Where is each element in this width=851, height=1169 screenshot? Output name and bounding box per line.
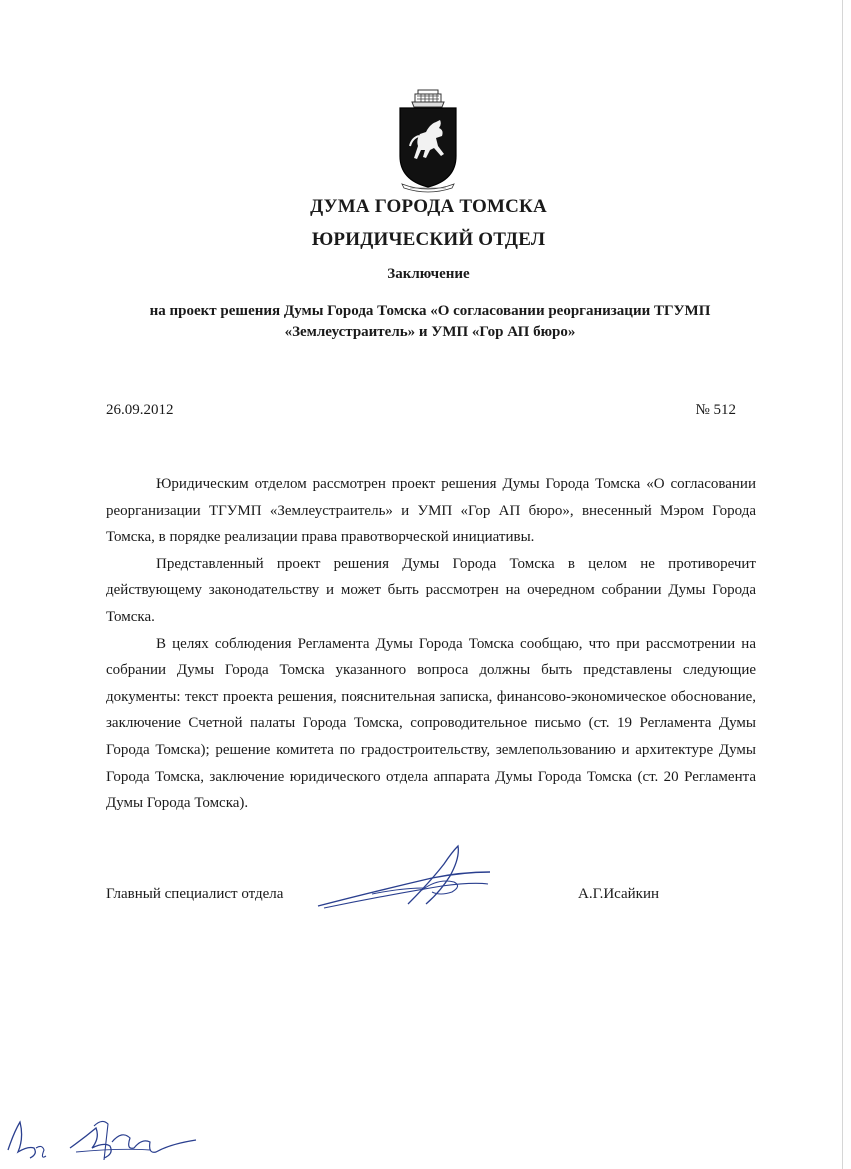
body-paragraph: Юридическим отделом рассмотрен проект решения Думы Города Томска «О согласовании реорганизации ТГУМП «Землеустраитель» и УМП «Гор АП бюро», внесенный Мэром Города Томска, в порядке реализации права правотворческой инициативы. — [106, 476, 756, 546]
page-edge — [842, 0, 843, 1169]
document-body — [106, 471, 756, 817]
signatory-name: А.Г.Исайкин — [578, 886, 660, 902]
body-paragraph: В целях соблюдения Регламента Думы Города Томска сообщаю, что при рассмотрении на собрании Думы Города Томска указанного вопроса должны быть представлены следующие документы: текст проекта решения, пояснительная записка, финансово-экономическое обоснование, заключение Счетной палаты Города Томска, сопроводительное письмо (ст. 19 Регламента Думы Города Томска); решение комитета по градостроительству, землепользованию и архитектуре Думы Города Томска, заключение юридического отдела аппарата Думы Города Томска (ст. 20 Регламента Думы Города Томска). — [106, 635, 756, 812]
document-date: 26.09.2012 — [106, 402, 174, 418]
document-number: № 512 — [695, 402, 736, 418]
document-type-title: Заключение — [387, 266, 470, 282]
document-subject: на проект решения Думы Города Томска «О согласовании реорганизации ТГУМП «Землеустраитель» и УМП «Гор АП бюро» — [149, 303, 711, 340]
handwritten-signature — [312, 842, 497, 914]
handwritten-initials — [0, 1108, 210, 1166]
department-title: ЮРИДИЧЕСКИЙ ОТДЕЛ — [311, 229, 546, 250]
tomsk-coat-of-arms-icon — [392, 88, 464, 194]
organization-title: ДУМА ГОРОДА ТОМСКА — [310, 196, 547, 217]
body-paragraph: Представленный проект решения Думы Города Томска в целом не противоречит действующему законодательству и может быть рассмотрен на очередном собрании Думы Города Томска. — [106, 555, 756, 625]
signatory-position: Главный специалист отдела — [106, 886, 284, 902]
